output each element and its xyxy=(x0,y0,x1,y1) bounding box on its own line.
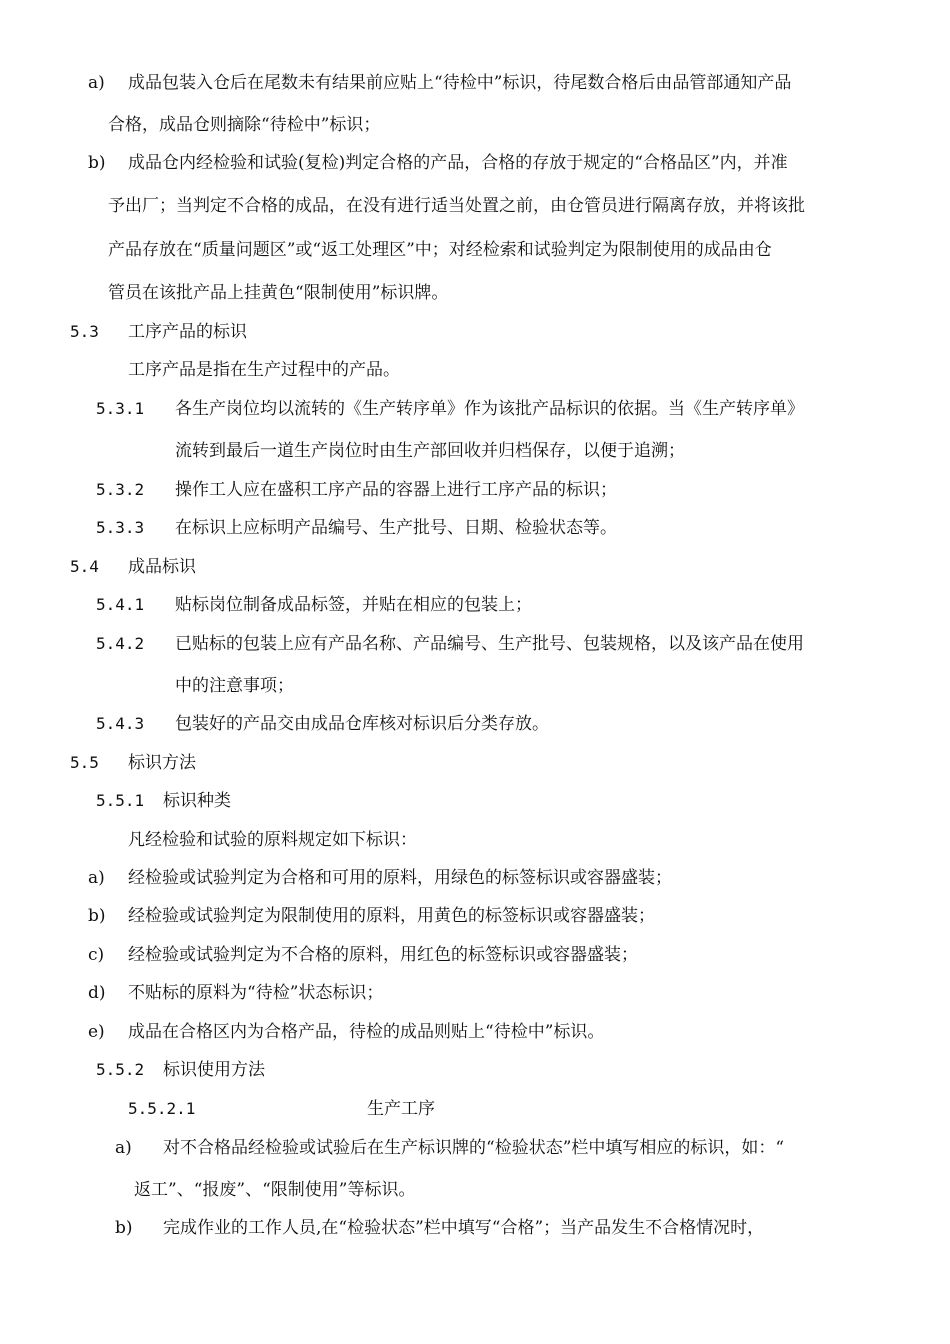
list-item-marker: b) xyxy=(88,153,106,173)
paragraph-line: 包装好的产品交由成品仓库核对标识后分类存放。 xyxy=(175,714,549,734)
list-item-marker: d) xyxy=(88,983,106,1003)
section-number: 5.5 xyxy=(70,753,99,772)
section-number: 5.3 xyxy=(70,322,99,341)
clause-number: 5.4.3 xyxy=(96,714,145,733)
list-item-marker: c) xyxy=(88,945,105,965)
clause-heading: 标识种类 xyxy=(163,791,231,811)
paragraph-line: 成品仓内经检验和试验(复检)判定合格的产品，合格的存放于规定的“合格品区”内，并准 xyxy=(128,153,788,173)
section-heading: 标识方法 xyxy=(128,753,196,773)
paragraph-line: 完成作业的工作人员,在“检验状态”栏中填写“合格”；当产品发生不合格情况时， xyxy=(163,1218,765,1238)
paragraph-line: 合格，成品仓则摘除“待检中”标识； xyxy=(108,115,381,135)
clause-number: 5.3.2 xyxy=(96,480,145,499)
clause-number: 5.5.2 xyxy=(96,1060,145,1079)
paragraph-line: 中的注意事项； xyxy=(175,676,294,696)
paragraph-line: 操作工人应在盛积工序产品的容器上进行工序产品的标识； xyxy=(175,480,617,500)
paragraph-line: 成品包装入仓后在尾数未有结果前应贴上“待检中”标识，待尾数合格后由品管部通知产品 xyxy=(128,73,792,93)
paragraph-line: 对不合格品经检验或试验后在生产标识牌的“检验状态”栏中填写相应的标识，如：“ xyxy=(163,1138,785,1158)
list-item-marker: a) xyxy=(88,73,105,93)
paragraph-line: 经检验或试验判定为限制使用的原料，用黄色的标签标识或容器盛装； xyxy=(128,906,655,926)
paragraph-line: 流转到最后一道生产岗位时由生产部回收并归档保存，以便于追溯； xyxy=(175,441,685,461)
paragraph-line: 管员在该批产品上挂黄色“限制使用”标识牌。 xyxy=(108,283,449,303)
subclause-heading: 生产工序 xyxy=(367,1099,435,1119)
list-item-marker: b) xyxy=(88,906,106,926)
clause-number: 5.5.1 xyxy=(96,791,145,810)
list-item-marker: e) xyxy=(88,1022,105,1042)
paragraph-line: 各生产岗位均以流转的《生产转序单》作为该批产品标识的依据。当《生产转序单》 xyxy=(175,399,804,419)
section-heading: 工序产品的标识 xyxy=(128,322,247,342)
paragraph-line: 经检验或试验判定为不合格的原料，用红色的标签标识或容器盛装； xyxy=(128,945,638,965)
list-item-marker: b) xyxy=(115,1218,133,1238)
paragraph-line: 已贴标的包装上应有产品名称、产品编号、生产批号、包装规格，以及该产品在使用 xyxy=(175,634,804,654)
paragraph-line: 予出厂；当判定不合格的成品，在没有进行适当处置之前，由仓管员进行隔离存放，并将该批 xyxy=(108,196,805,216)
list-item-marker: a) xyxy=(88,868,105,888)
clause-heading: 标识使用方法 xyxy=(163,1060,265,1080)
paragraph-line: 产品存放在“质量问题区”或“返工处理区”中；对经检索和试验判定为限制使用的成品由仓 xyxy=(108,240,772,260)
paragraph-line: 工序产品是指在生产过程中的产品。 xyxy=(128,360,400,380)
clause-number: 5.3.3 xyxy=(96,518,145,537)
list-item-marker: a) xyxy=(115,1138,132,1158)
paragraph-line: 贴标岗位制备成品标签，并贴在相应的包装上； xyxy=(175,595,532,615)
paragraph-line: 凡经检验和试验的原料规定如下标识： xyxy=(128,830,417,850)
paragraph-line: 返工”、“报废”、“限制使用”等标识。 xyxy=(134,1180,416,1200)
paragraph-line: 不贴标的原料为“待检”状态标识； xyxy=(128,983,384,1003)
section-number: 5.4 xyxy=(70,557,99,576)
clause-number: 5.3.1 xyxy=(96,399,145,418)
subclause-number: 5.5.2.1 xyxy=(128,1099,196,1118)
clause-number: 5.4.1 xyxy=(96,595,145,614)
section-heading: 成品标识 xyxy=(128,557,196,577)
paragraph-line: 经检验或试验判定为合格和可用的原料，用绿色的标签标识或容器盛装； xyxy=(128,868,672,888)
paragraph-line: 在标识上应标明产品编号、生产批号、日期、检验状态等。 xyxy=(175,518,617,538)
paragraph-line: 成品在合格区内为合格产品，待检的成品则贴上“待检中”标识。 xyxy=(128,1022,605,1042)
clause-number: 5.4.2 xyxy=(96,634,145,653)
